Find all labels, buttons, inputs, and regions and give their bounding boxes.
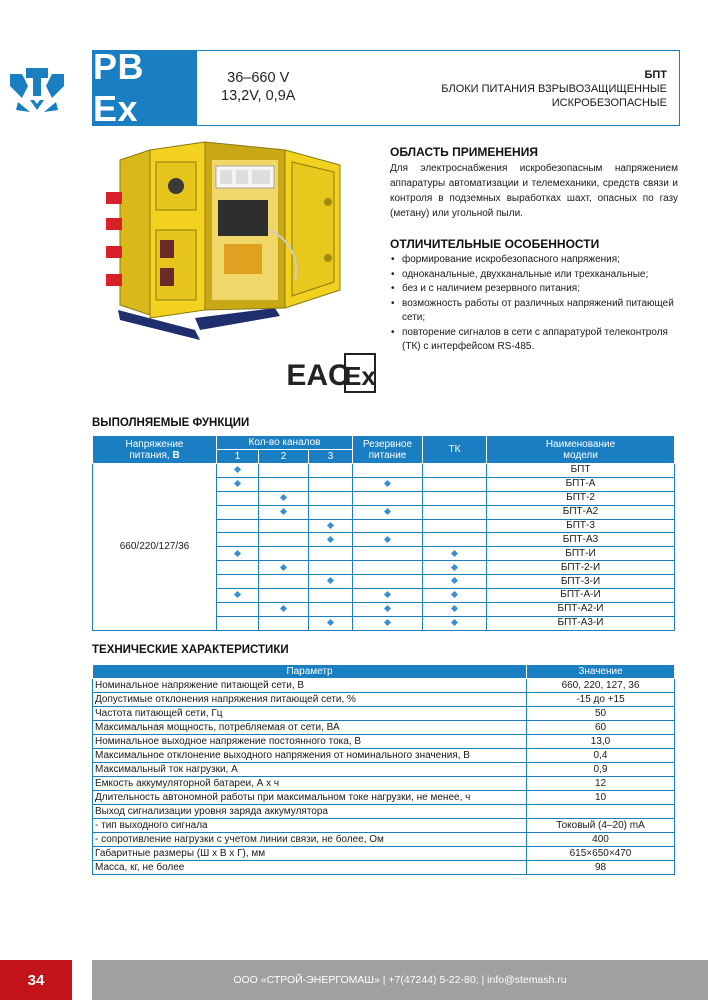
diamond-marker-icon [234,466,241,473]
feature-item: • формирование искробезопасного напряжения; [390,253,678,268]
diamond-marker-icon [451,550,458,557]
diamond-marker-icon [451,619,458,626]
model-cell: БПТ-А3 [487,533,675,547]
col-param-header: Параметр [93,665,527,679]
product-title [441,68,667,110]
feature-item: • возможность работы от различных напряжений питающей сети; [390,297,678,326]
param-cell: Допустимые отклонения напряжения питающей сети, % [93,693,527,707]
value-cell: 400 [527,833,675,847]
diamond-marker-icon [451,591,458,598]
channel-3-cell [309,519,353,533]
channel-1-cell [217,616,259,630]
value-cell: Токовый (4–20) mA [527,819,675,833]
model-cell: БПТ-А3-И [487,616,675,630]
reserve-cell [353,547,423,561]
diamond-marker-icon [280,494,287,501]
diamond-marker-icon [280,508,287,515]
table-row [93,791,675,805]
reserve-cell [353,519,423,533]
feature-item: • без и с наличием резервного питания; [390,282,678,297]
header-box [92,46,680,129]
param-cell: Выход сигнализации уровня заряда аккумулятора [93,805,527,819]
footer-contacts: ООО «СТРОЙ-ЭНЕРГОМАШ» | +7(47244) 5-22-80; | info@stemash.ru [92,960,708,1000]
product-title-line2: ИСКРОБЕЗОПАСНЫЕ [551,97,667,109]
param-cell: Номинальное напряжение питающей сети, В [93,679,527,693]
diamond-marker-icon [327,619,334,626]
table-row [93,679,675,693]
channel-1-cell [217,561,259,575]
diamond-marker-icon [384,591,391,598]
param-cell: - тип выходного сигнала [93,819,527,833]
value-cell: 660, 220, 127, 36 [527,679,675,693]
channel-2-cell [259,519,309,533]
company-logo [8,66,66,114]
reserve-cell [353,533,423,547]
col-value-header: Значение [527,665,675,679]
reserve-cell [353,575,423,589]
model-cell: БПТ-3-И [487,575,675,589]
channel-3-cell [309,589,353,603]
features-heading: ОТЛИЧИТЕЛЬНЫЕ ОСОБЕННОСТИ [390,237,600,251]
param-cell: Частота питающей сети, Гц [93,707,527,721]
channel-3-cell [309,575,353,589]
value-cell: 60 [527,721,675,735]
value-cell: 10 [527,791,675,805]
channel-3-cell [309,561,353,575]
model-cell: БПТ-А2 [487,505,675,519]
channel-2-cell [259,547,309,561]
reserve-cell [353,464,423,478]
col-voltage-line2: питания, [129,449,173,461]
channel-3-cell [309,505,353,519]
channel-1-cell [217,519,259,533]
diamond-marker-icon [384,480,391,487]
functions-table [92,435,675,631]
diamond-marker-icon [280,563,287,570]
col-reserve-line1: Резервное [362,438,413,450]
channel-1-cell [217,464,259,478]
channel-3-cell [309,464,353,478]
channel-3-cell [309,477,353,491]
diamond-marker-icon [280,605,287,612]
value-cell: -15 до +15 [527,693,675,707]
param-cell: Масса, кг, не более [93,861,527,875]
table-row [93,693,675,707]
channel-2-cell [259,616,309,630]
table-row [93,819,675,833]
channel-2-cell [259,477,309,491]
tk-cell [423,575,487,589]
diamond-marker-icon [451,605,458,612]
table-row [93,847,675,861]
reserve-cell [353,505,423,519]
channel-2-cell [259,491,309,505]
spec-voltage: 36–660 V [227,70,290,86]
reserve-cell [353,616,423,630]
param-cell: Номинальное выходное напряжение постоянного тока, В [93,735,527,749]
reserve-cell [353,491,423,505]
application-text: Для электроснабжения искробезопасным напряжением аппаратуры автоматизации и телемеханики, средств связи и контроля в подземных выработках шахт, опасных по газу (метану) или угольной пыли. [390,163,678,219]
table-row [93,735,675,749]
diamond-marker-icon [384,508,391,515]
param-cell: - сопротивление нагрузки с учетом линии связи, не более, Ом [93,833,527,847]
table-row [93,721,675,735]
table-row [93,464,675,478]
param-cell: Габаритные размеры (Ш х В х Г), мм [93,847,527,861]
channel-2-cell [259,561,309,575]
channel-1-cell [217,533,259,547]
product-code: БПТ [644,69,667,81]
model-cell: БПТ-3 [487,519,675,533]
tech-table-body [93,679,675,875]
tk-cell [423,464,487,478]
eac-mark-text: EAC [286,359,350,392]
model-cell: БПТ-А-И [487,589,675,603]
feature-item: • повторение сигналов в сети с аппаратурой телеконтроля (ТК) с интерфейсом RS-485. [390,326,678,355]
product-title-line1: БЛОКИ ПИТАНИЯ ВЗРЫВОЗАЩИЩЕННЫЕ [441,83,667,95]
param-cell: Максимальный ток нагрузки, А [93,763,527,777]
tk-cell [423,505,487,519]
table-row [93,777,675,791]
diamond-marker-icon [451,577,458,584]
col-ch3-header: 3 [309,450,353,464]
diamond-marker-icon [234,550,241,557]
ex-mark-text: Ex [344,361,376,391]
table-row [93,861,675,875]
channel-2-cell [259,533,309,547]
diamond-marker-icon [234,480,241,487]
tk-cell [423,519,487,533]
spec-output: 13,2V, 0,9A [221,88,296,104]
reserve-cell [353,561,423,575]
model-cell: БПТ-2-И [487,561,675,575]
model-badge: PB Ex [93,51,197,125]
channel-2-cell [259,464,309,478]
channel-3-cell [309,491,353,505]
col-model-line1: Наименование [545,438,616,450]
description-block [390,144,678,355]
model-cell: БПТ [487,464,675,478]
functions-table-body [93,464,675,631]
param-cell: Емкость аккумуляторной батареи, А х ч [93,777,527,791]
tk-cell [423,533,487,547]
diamond-marker-icon [384,605,391,612]
channel-2-cell [259,505,309,519]
channel-2-cell [259,589,309,603]
col-ch1-header: 1 [217,450,259,464]
ex-mark-icon [344,353,376,393]
model-cell: БПТ-И [487,547,675,561]
spec-block [221,69,295,105]
diamond-marker-icon [234,591,241,598]
functions-title: ВЫПОЛНЯЕМЫЕ ФУНКЦИИ [92,417,250,429]
reserve-cell [353,589,423,603]
param-cell: Максимальная мощность, потребляемая от сети, ВА [93,721,527,735]
tech-title: ТЕХНИЧЕСКИЕ ХАРАКТЕРИСТИКИ [92,644,289,656]
diamond-marker-icon [327,536,334,543]
features-list [390,253,678,355]
tk-cell [423,477,487,491]
channel-3-cell [309,533,353,547]
diamond-marker-icon [384,619,391,626]
channel-1-cell [217,491,259,505]
channel-3-cell [309,602,353,616]
param-cell: Длительность автономной работы при максимальном токе нагрузки, не менее, ч [93,791,527,805]
diamond-marker-icon [327,577,334,584]
value-cell: 0,9 [527,763,675,777]
channel-1-cell [217,602,259,616]
col-voltage-line1: Напряжение [125,438,184,450]
diamond-marker-icon [384,536,391,543]
channel-1-cell [217,589,259,603]
col-model-line2: модели [563,449,598,461]
channel-1-cell [217,477,259,491]
model-cell: БПТ-А2-И [487,602,675,616]
tk-cell [423,491,487,505]
tk-cell [423,561,487,575]
value-cell: 13,0 [527,735,675,749]
col-voltage-header [93,436,217,464]
table-row [93,805,675,819]
model-cell: БПТ-2 [487,491,675,505]
page-number: 34 [0,960,72,1000]
col-model-header [487,436,675,464]
value-cell [527,805,675,819]
model-cell: БПТ-А [487,477,675,491]
channel-1-cell [217,575,259,589]
channel-1-cell [217,547,259,561]
channel-2-cell [259,602,309,616]
value-cell: 12 [527,777,675,791]
diamond-marker-icon [327,522,334,529]
col-tk-header: ТК [423,436,487,464]
feature-item: • одноканальные, двухканальные или трехканальные; [390,268,678,283]
col-reserve-header [353,436,423,464]
tk-cell [423,589,487,603]
tk-cell [423,616,487,630]
value-cell: 50 [527,707,675,721]
col-ch2-header: 2 [259,450,309,464]
col-reserve-line2: питание [368,449,407,461]
tech-table [92,664,675,875]
tk-cell [423,602,487,616]
channel-3-cell [309,616,353,630]
tk-cell [423,547,487,561]
product-photo [100,140,350,345]
table-row [93,749,675,763]
table-row [93,707,675,721]
reserve-cell [353,477,423,491]
col-voltage-unit: В [172,449,180,461]
value-cell: 615×650×470 [527,847,675,861]
channel-1-cell [217,505,259,519]
param-cell: Максимальное отклонение выходного напряжения от номинального значения, В [93,749,527,763]
table-row [93,833,675,847]
col-channels-header: Кол-во каналов [217,436,353,450]
channel-3-cell [309,547,353,561]
application-heading: ОБЛАСТЬ ПРИМЕНЕНИЯ [390,145,538,159]
eac-mark-icon [286,355,350,392]
diamond-marker-icon [451,563,458,570]
reserve-cell [353,602,423,616]
voltage-cell: 660/220/127/36 [93,464,217,631]
channel-2-cell [259,575,309,589]
table-row [93,763,675,777]
value-cell: 98 [527,861,675,875]
value-cell: 0,4 [527,749,675,763]
